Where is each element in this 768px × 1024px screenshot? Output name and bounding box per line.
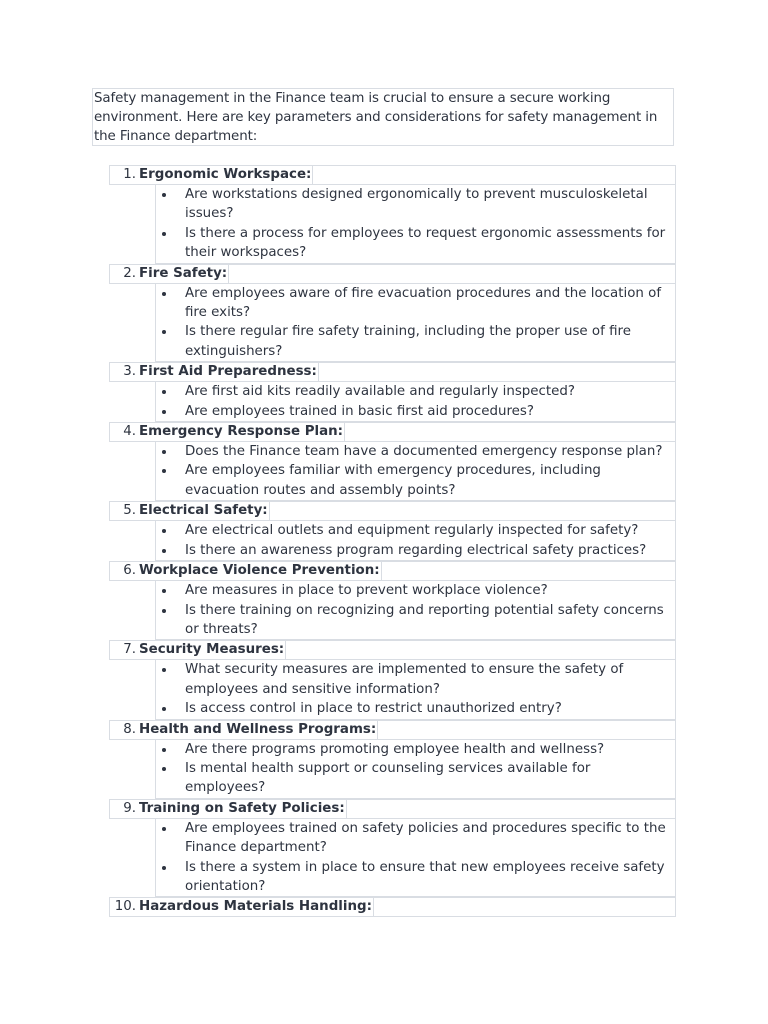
question-text: What security measures are implemented to ensure the safety of employees and sensitive information? — [185, 662, 624, 697]
question-item — [156, 402, 673, 421]
item-title: Health and Wellness Programs: — [139, 721, 377, 737]
item-title: Ergonomic Workspace: — [139, 167, 312, 182]
question-text: Are employees aware of fire evacuation procedures and the location of fire exits? — [185, 285, 662, 321]
bullet-icon — [162, 549, 166, 553]
list-item-header — [109, 561, 676, 581]
item-number: 8. — [123, 721, 136, 737]
item-questions — [155, 521, 676, 561]
item-title: Training on Safety Policies: — [139, 800, 345, 816]
list-item-header — [109, 165, 676, 185]
question-item — [156, 699, 673, 718]
question-text: Is access control in place to restrict unauthorized entry? — [185, 701, 562, 717]
question-item — [156, 541, 673, 560]
question-text: Are employees familiar with emergency procedures, including evacuation routes and assembly points? — [185, 463, 601, 498]
bullet-icon — [162, 668, 166, 672]
item-title: Workplace Violence Prevention: — [139, 563, 380, 579]
item-title: Emergency Response Plan: — [139, 424, 344, 440]
list-item-header — [109, 897, 676, 917]
question-text: Is there regular fire safety training, including the proper use of fire extinguishers? — [185, 324, 631, 359]
question-item — [156, 284, 673, 323]
question-text: Are there programs promoting employee health and wellness? — [185, 741, 605, 757]
list-item-header — [109, 640, 676, 660]
question-item — [156, 660, 673, 699]
bullet-icon — [162, 529, 166, 533]
intro-paragraph: Safety management in the Finance team is crucial to ensure a secure working environment. Here are key parameters and considerations for safety management in the Finance department: — [92, 88, 674, 146]
bullet-icon — [162, 330, 166, 334]
bullet-icon — [162, 390, 166, 394]
question-text: Is there a system in place to ensure that new employees receive safety orientation? — [185, 859, 665, 894]
question-text: Are employees trained on safety policies and procedures specific to the Finance department? — [185, 820, 666, 856]
list-item-electrical-safety — [109, 501, 676, 561]
list-item-header — [109, 720, 676, 740]
list-item-header — [109, 362, 676, 382]
question-text: Is there training on recognizing and reporting potential safety concerns or threats? — [185, 602, 664, 637]
list-item-health-and-wellness-programs — [109, 720, 676, 799]
bullet-icon — [162, 748, 166, 752]
bullet-icon — [162, 410, 166, 414]
bullet-icon — [162, 866, 166, 870]
question-item — [156, 521, 673, 540]
question-text: Are electrical outlets and equipment regularly inspected for safety? — [185, 523, 639, 539]
question-item — [156, 858, 673, 897]
list-item-first-aid-preparedness — [109, 362, 676, 422]
question-text: Is there an awareness program regarding electrical safety practices? — [185, 542, 647, 558]
list-item-ergonomic-workspace — [109, 165, 676, 264]
bullet-icon — [162, 292, 166, 296]
list-item-emergency-response-plan — [109, 422, 676, 501]
question-text: Is mental health support or counseling services available for employees? — [185, 760, 591, 796]
item-number: 2. — [123, 265, 136, 281]
question-item — [156, 819, 673, 858]
item-number: 10. — [114, 899, 136, 915]
item-number: 1. — [123, 167, 136, 182]
list-item-fire-safety — [109, 264, 676, 363]
question-item — [156, 442, 673, 461]
question-item — [156, 185, 673, 224]
question-item — [156, 759, 673, 798]
question-item — [156, 382, 673, 401]
list-item-header — [109, 422, 676, 442]
bullet-icon — [162, 767, 166, 771]
list-item-header — [109, 501, 676, 521]
safety-checklist — [109, 165, 676, 917]
list-item-header — [109, 264, 676, 284]
item-questions — [155, 660, 676, 719]
question-text: Does the Finance team have a documented emergency response plan? — [185, 444, 663, 460]
item-questions — [155, 740, 676, 799]
question-text: Are workstations designed ergonomically to prevent musculoskeletal issues? — [185, 187, 648, 222]
item-questions — [155, 284, 676, 363]
question-text: Are first aid kits readily available and regularly inspected? — [185, 384, 576, 400]
bullet-icon — [162, 707, 166, 711]
list-item-header — [109, 799, 676, 819]
bullet-icon — [162, 232, 166, 236]
bullet-icon — [162, 450, 166, 454]
question-item — [156, 322, 673, 361]
item-questions — [155, 581, 676, 640]
question-item — [156, 581, 673, 600]
item-questions — [155, 382, 676, 422]
item-questions — [155, 442, 676, 501]
list-item-hazardous-materials-handling — [109, 897, 676, 917]
item-title: Electrical Safety: — [139, 503, 268, 519]
question-text: Is there a process for employees to request ergonomic assessments for their workspaces? — [185, 225, 666, 261]
bullet-icon — [162, 827, 166, 831]
item-title: Hazardous Materials Handling: — [139, 899, 372, 915]
question-item — [156, 461, 673, 500]
list-item-training-on-safety-policies — [109, 799, 676, 898]
bullet-icon — [162, 589, 166, 593]
item-number: 7. — [123, 642, 136, 658]
item-questions — [155, 819, 676, 898]
item-number: 9. — [123, 800, 136, 816]
item-number: 4. — [123, 424, 136, 440]
item-title: First Aid Preparedness: — [139, 364, 317, 380]
list-item-workplace-violence-prevention — [109, 561, 676, 640]
question-item — [156, 601, 673, 640]
bullet-icon — [162, 469, 166, 473]
item-number: 6. — [123, 563, 136, 579]
question-item — [156, 740, 673, 759]
bullet-icon — [162, 193, 166, 197]
item-title: Fire Safety: — [139, 265, 228, 281]
list-item-security-measures — [109, 640, 676, 719]
question-text: Are employees trained in basic first aid procedures? — [185, 403, 534, 419]
question-text: Are measures in place to prevent workplace violence? — [185, 583, 548, 599]
item-number: 3. — [123, 364, 136, 380]
item-questions — [155, 185, 676, 264]
item-number: 5. — [123, 503, 136, 519]
question-item — [156, 224, 673, 263]
item-title: Security Measures: — [139, 642, 285, 658]
bullet-icon — [162, 609, 166, 613]
